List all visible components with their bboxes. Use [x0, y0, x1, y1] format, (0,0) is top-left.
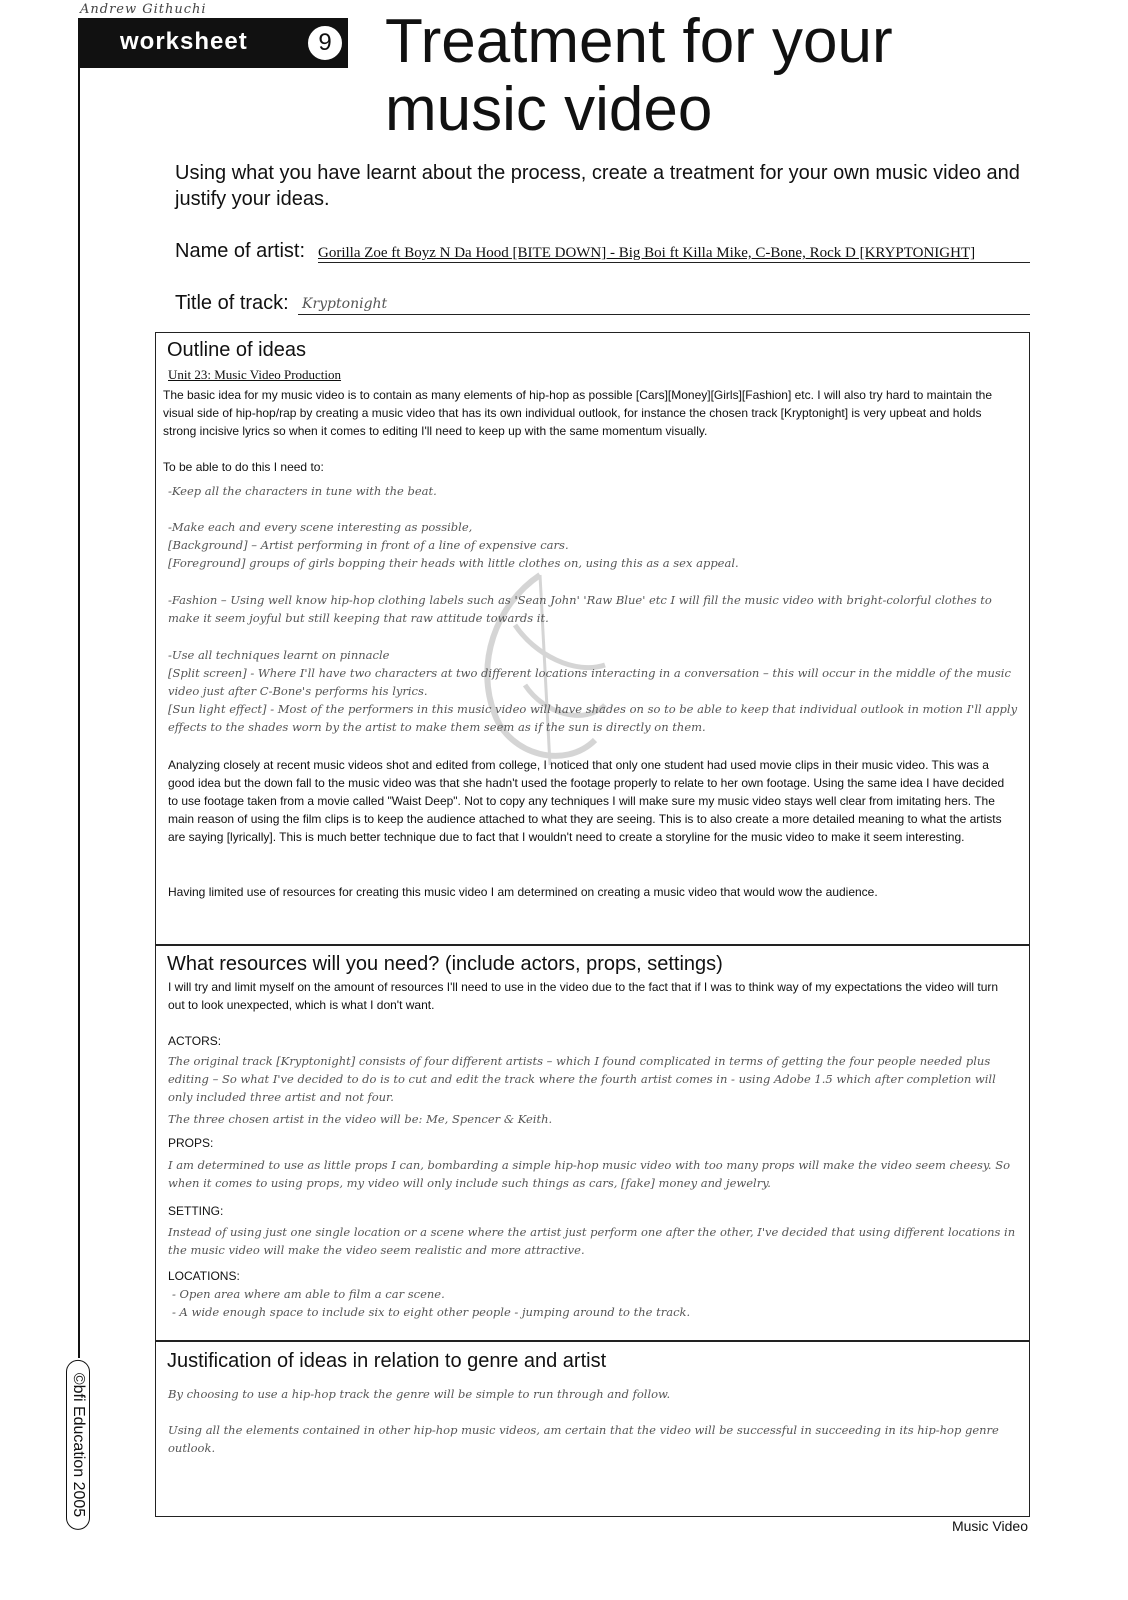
- side-copyright: ©bfi Education 2005: [66, 1360, 90, 1530]
- page-title: [385, 8, 893, 144]
- setting-label: SETTING:: [168, 1204, 224, 1218]
- idea-sun-light: [Sun light effect] - Most of the performers in this music video will have shades on so to be able to keep that individual outlook in motion I'll apply effects to the shades worn by the artist to make them seem as if the sun is directly on them.: [168, 702, 1018, 734]
- location-item-2: - A wide enough space to include six to eight other people - jumping around to the track.: [172, 1305, 691, 1319]
- section-divider-2: [155, 1340, 1030, 1342]
- track-underline: [298, 314, 1030, 315]
- props-text: I am determined to use as little props I can, bombarding a simple hip-hop music video with too many props will make the video seem cheesy. So when it comes to using props, my video will only include such things as cars, [fake] money and jewelry.: [168, 1158, 1011, 1190]
- location-item-1: - Open area where am able to film a car scene.: [172, 1287, 445, 1301]
- setting-text: Instead of using just one single location or a scene where the artist just perform one after the other, I've decided that using different locations in the music video will make the video seem realistic and more attractive.: [168, 1225, 1016, 1257]
- outline-paragraph-4: Having limited use of resources for creating this music video I am determined on creating a music video that would wow the audience.: [168, 885, 878, 899]
- section-divider-1: [155, 944, 1030, 946]
- resources-heading: What resources will you need? (include actors, props, settings): [167, 953, 723, 975]
- outline-paragraph-1: The basic idea for my music video is to contain as many elements of hip-hop as possible [Cars][Money][Girls][Fashion] etc. I will also try hard to maintain the visual side of hip-hop/rap by creating a music video that has its own individual outlook, for instance the chosen track [Kryptonight] is very upbeat and holds strong incisive lyrics so when it comes to editing I'll need to keep up with the same momentum visually.: [163, 388, 993, 438]
- title-line-2: music video: [385, 75, 713, 144]
- worksheet-label: worksheet: [120, 28, 248, 55]
- outline-heading: Outline of ideas: [167, 339, 306, 361]
- actors-chosen: The three chosen artist in the video will be: Me, Spencer & Keith.: [168, 1112, 553, 1126]
- actors-label: ACTORS:: [168, 1034, 222, 1048]
- footer-label: Music Video: [951, 1518, 1028, 1534]
- artist-label: Name of artist:: [175, 240, 306, 262]
- worksheet-number-badge: 9: [306, 24, 344, 62]
- props-label: PROPS:: [168, 1136, 214, 1150]
- title-line-1: Treatment for your: [385, 7, 893, 76]
- idea-beat: -Keep all the characters in tune with the beat.: [168, 484, 437, 498]
- track-label: Title of track:: [175, 292, 289, 314]
- outline-paragraph-3: Analyzing closely at recent music videos shot and edited from college, I noticed that only one student had used movie clips in their music video. This was a good idea but the down fall to the music video was that she hadn't used the footage properly to relate to her own footage. Using the same idea I have decided to use footage taken from a movie called "Waist Deep". Not to copy any techniques I will make sure my music video stays well clear from imitating hers. The main reason of using the film clips is to keep the audience attached to what they are seeing. This is to also create a more detailed meaning to what the artists are saying [lyrically]. This is much better technique due to fact that I wouldn't need to create a storyline for the music video to make it seem interesting.: [168, 758, 1005, 844]
- idea-foreground: [Foreground] groups of girls bopping their heads with little clothes on, using this as a sex appeal.: [168, 556, 739, 570]
- outline-paragraph-2: To be able to do this I need to:: [163, 460, 324, 474]
- resources-paragraph: I will try and limit myself on the amount of resources I'll need to use in the video due to the fact that if I was to think way of my expectations the video will turn out to look unexpected, which is what I don't want.: [168, 980, 999, 1012]
- intro-text: Using what you have learnt about the process, create a treatment for your own music video and justify your ideas.: [175, 162, 1020, 210]
- unit-reference: Unit 23: Music Video Production: [168, 367, 342, 382]
- actors-text: The original track [Kryptonight] consists of four different artists – which I found complicated in terms of getting the four people needed plus editing – So what I've decided to do is to cut and edit the track where the fourth artist comes in - using Adobe 1.5 which after completion will only included three artist and not four.: [168, 1054, 996, 1104]
- track-value: Kryptonight: [302, 296, 388, 312]
- justification-text-1: By choosing to use a hip-hop track the genre will be simple to run through and follow.: [168, 1387, 671, 1401]
- artist-underline: [318, 262, 1030, 263]
- justification-text-2: Using all the elements contained in other hip-hop music videos, am certain that the video will be successful in succeeding in its hip-hop genre outlook.: [168, 1423, 999, 1455]
- idea-fashion: -Fashion – Using well know hip-hop clothing labels such as 'Sean John' 'Raw Blue' etc I will fill the music video with bright-colorful clothes to make it seem joyful but still keeping that raw attitude towards it.: [168, 593, 992, 625]
- locations-label: LOCATIONS:: [168, 1269, 240, 1283]
- artist-value: Gorilla Zoe ft Boyz N Da Hood [BITE DOWN] - Big Boi ft Killa Mike, C-Bone, Rock D [KRYPTONIGHT]: [318, 245, 976, 261]
- left-margin-rule: [78, 68, 80, 1358]
- author-name: Andrew Githuchi: [80, 2, 207, 17]
- justification-heading: Justification of ideas in relation to genre and artist: [167, 1350, 607, 1372]
- idea-background: [Background] – Artist performing in front of a line of expensive cars.: [168, 538, 569, 552]
- idea-techniques: -Use all techniques learnt on pinnacle: [168, 648, 390, 662]
- idea-scene: -Make each and every scene interesting as possible,: [168, 520, 473, 534]
- idea-split-screen: [Split screen] - Where I'll have two characters at two different locations interacting in a conversation – this will occur in the middle of the music video just after C-Bone's performs his lyrics.: [168, 666, 1011, 698]
